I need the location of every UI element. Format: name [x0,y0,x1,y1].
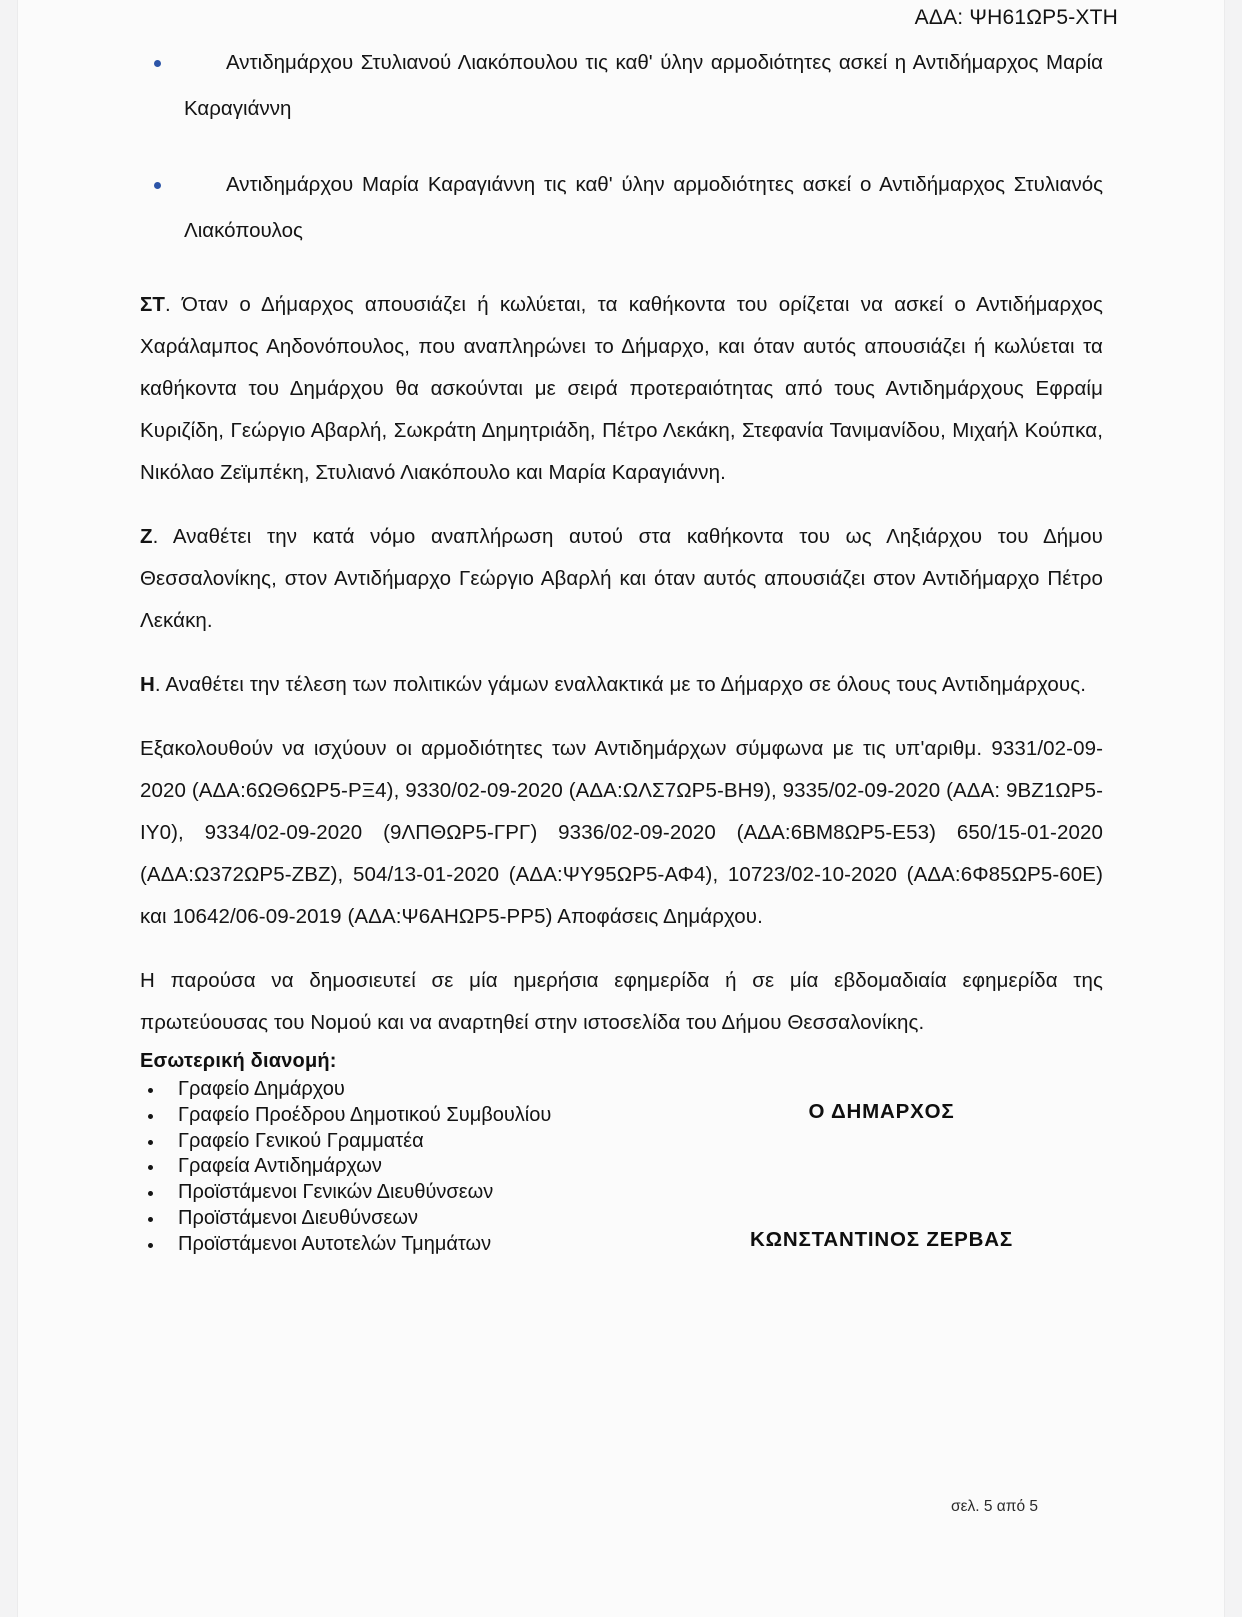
list-item: Προϊστάμενοι Γενικών Διευθύνσεων [140,1180,700,1206]
paragraph-st [140,284,1103,494]
list-item: Γραφεία Αντιδημάρχων [140,1154,700,1180]
bullet-text: Αντιδημάρχου Στυλιανού Λιακόπουλου τις καθ' ύλην αρμοδιότητες ασκεί η Αντιδήμαρχος Μαρία Καραγιάννη [184,51,1103,120]
paragraph-prior-decisions [140,728,1103,938]
paragraph-label-suffix: . [152,525,159,548]
list-item: Γραφείο Δημάρχου [140,1077,700,1103]
list-item [140,40,1103,132]
list-item: Προϊστάμενοι Διευθύνσεων [140,1206,700,1232]
document-content [18,0,1224,1617]
paragraph-label: Ζ [140,525,153,548]
paragraph-label-suffix: . [154,673,161,696]
paragraph-text: Όταν ο Δήμαρχος απουσιάζει ή κωλύεται, τα καθήκοντα του ορίζεται να ασκεί ο Αντιδήμαρχος Χαράλαμπος Αηδονόπουλος, που αναπληρώνει το Δήμαρχο, και όταν αυτός απουσιάζει ή κωλύεται τα καθήκοντα του Δημάρχου θα ασκούνται με σειρά προτεραιότητας από τους Αντιδημάρχους Εφραίμ Κυριζίδη, Γεώργιο Αβαρλή, Σωκράτη Δημητριάδη, Πέτρο Λεκάκη, Στεφανία Τανιμανίδου, Μιχαήλ Κούπκα, Νικόλαο Ζεϊμπέκη, Στυλιανό Λιακόπουλο και Μαρία Καραγιάννη. [140,293,1103,484]
paragraph-text: Η παρούσα να δημοσιευτεί σε μία ημερήσια εφημερίδα ή σε μία εβδομαδιαία εφημερίδα της πρωτεύουσας του Νομού και να αναρτηθεί στην ιστοσελίδα του Δήμου Θεσσαλονίκης. [140,969,1103,1034]
paragraph-i [140,664,1103,706]
paragraph-text: Αναθέτει την κατά νόμο αναπλήρωση αυτού στα καθήκοντα του ως Ληξιάρχου του Δήμου Θεσσαλονίκης, στον Αντιδήμαρχο Γεώργιο Αβαρλή και όταν αυτός απουσιάζει στον Αντιδήμαρχο Πέτρο Λεκάκη. [140,525,1103,632]
substitution-bullet-list [140,40,1103,254]
document-body [140,40,1103,1066]
paragraph-label-suffix: . [165,293,171,316]
internal-distribution-title: Εσωτερική διανομή: [140,1050,337,1072]
paragraph-text: Εξακολουθούν να ισχύουν οι αρμοδιότητες των Αντιδημάρχων σύμφωνα με τις υπ'αριθμ. 9331/02-09-2020 (ΑΔΑ:6ΩΘ6ΩΡ5-ΡΞ4), 9330/02-09-2020 (ΑΔΑ:ΩΛΣ7ΩΡ5-ΒΗ9), 9335/02-09-2020 (ΑΔΑ: 9ΒΖ1ΩΡ5-ΙΥ0), 9334/02-09-2020 (9ΛΠΘΩΡ5-ΓΡΓ) 9336/02-09-2020 (ΑΔΑ:6ΒΜ8ΩΡ5-Ε53) 650/15-01-2020 (ΑΔΑ:Ω372ΩΡ5-ΖΒΖ), 504/13-01-2020 (ΑΔΑ:ΨΥ95ΩΡ5-ΑΦ4), 10723/02-10-2020 (ΑΔΑ:6Φ85ΩΡ5-60Ε) και 10642/06-09-2019 (ΑΔΑ:Ψ6ΑΗΩΡ5-ΡΡ5) Αποφάσεις Δημάρχου. [140,737,1103,928]
document-sheet [18,0,1224,1617]
page-number-footer: σελ. 5 από 5 [951,1498,1038,1515]
signature-block [700,1050,1103,1252]
ada-header-stamp: ΑΔΑ: ΨΗ61ΩΡ5-ΧΤΗ [914,6,1118,29]
internal-distribution-block [140,1050,700,1258]
list-item: Προϊστάμενοι Αυτοτελών Τμημάτων [140,1232,700,1258]
internal-distribution-list [140,1077,700,1258]
paragraph-label: Η [140,673,155,696]
closing-section [140,1050,1103,1258]
paragraph-z [140,516,1103,642]
bullet-text: Αντιδημάρχου Μαρία Καραγιάννη τις καθ' ύλην αρμοδιότητες ασκεί ο Αντιδήμαρχος Στυλιανός Λιακόπουλος [184,173,1103,242]
paragraph-publication [140,960,1103,1044]
signature-title: Ο ΔΗΜΑΡΧΟΣ [808,1100,955,1123]
list-item: Γραφείο Γενικού Γραμματέα [140,1129,700,1155]
paragraph-label: ΣΤ [140,293,166,316]
list-item: Γραφείο Προέδρου Δημοτικού Συμβουλίου [140,1103,700,1129]
paragraph-text: Αναθέτει την τέλεση των πολιτικών γάμων εναλλακτικά με το Δήμαρχο σε όλους τους Αντιδημάρχους. [160,673,1087,696]
signature-name: ΚΩΝΣΤΑΝΤΙΝΟΣ ΖΕΡΒΑΣ [750,1228,1013,1251]
list-item [140,162,1103,254]
